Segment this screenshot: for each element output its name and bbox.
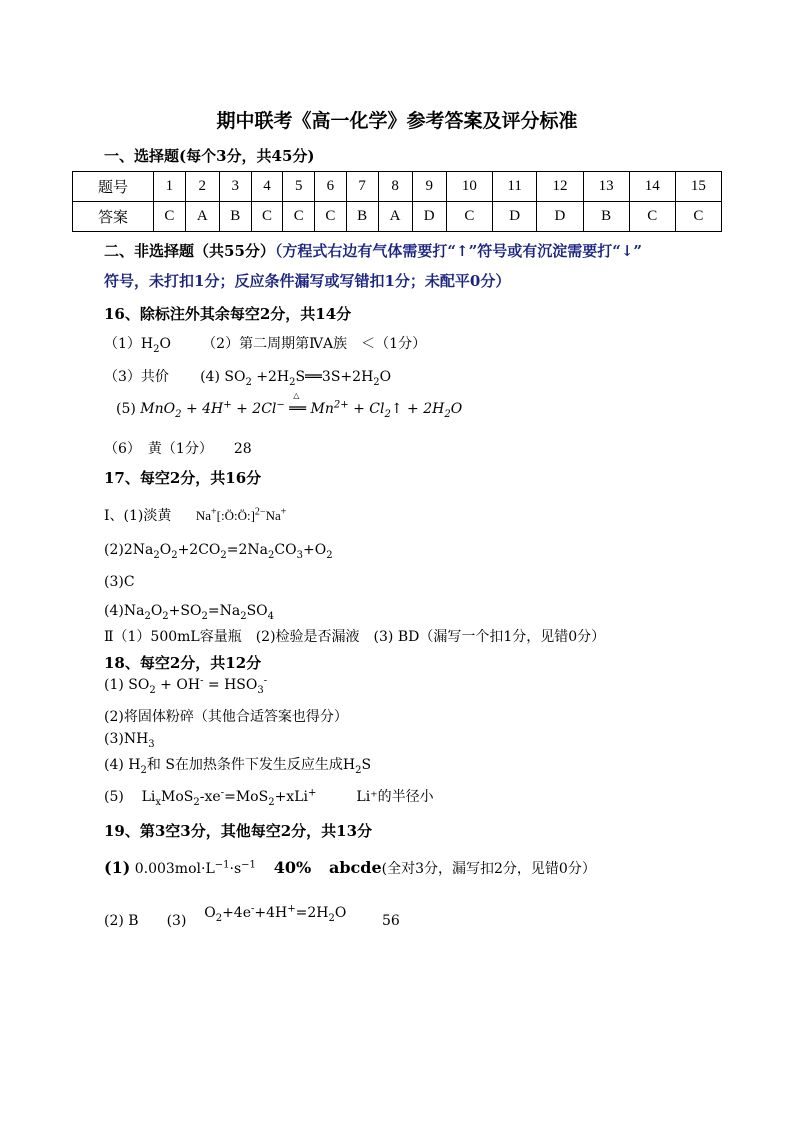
- table-row: [73, 172, 722, 202]
- q16-line4: （6） 黄（1分） 28: [104, 441, 252, 457]
- table-cell: B: [346, 202, 378, 232]
- table-cell: 10: [446, 172, 492, 202]
- table-cell: 4: [251, 172, 283, 202]
- section1-heading: 一、选择题(每个3分，共45分): [104, 147, 315, 165]
- q19-answer-options: abcde: [328, 858, 382, 877]
- section2-title: 二、非选择题（共55分）: [104, 242, 275, 260]
- q17-heading: 17、每空2分，共16分: [104, 469, 262, 487]
- table-cell: 9: [412, 172, 446, 202]
- answer-table: [72, 171, 722, 232]
- section2-note-line2: 符号，未打扣1分；反应条件漏写或写错扣1分；未配平0分）: [104, 272, 511, 290]
- table-cell: D: [492, 202, 537, 232]
- q17-line3: (3)C: [104, 574, 135, 590]
- q16-answer-3: （3）共价: [104, 369, 169, 385]
- section2-note-line1: （方程式右边有气体需要打“↑”符号或有沉淀需要打“↓”: [274, 242, 643, 260]
- q16-label-1: （1）: [104, 336, 141, 352]
- table-cell: A: [185, 202, 219, 232]
- table-row: [73, 202, 722, 232]
- table-cell: B: [219, 202, 251, 232]
- q18-line1: (1) $SO_2 + OH^- = HSO_3^-$: [104, 675, 268, 696]
- table-cell: 1: [154, 172, 186, 202]
- lewis-structure: Na+[:Ö:Ö:]$^{2-}$Na+: [195, 506, 287, 523]
- table-cell: 14: [629, 172, 675, 202]
- q16-line2: [104, 366, 391, 386]
- table-cell: 2: [185, 172, 219, 202]
- q18-heading: 18、每空2分，共12分: [104, 654, 262, 672]
- q16-line3: [116, 391, 463, 420]
- table-header-cell: 题号: [73, 172, 154, 202]
- q16-label-5: (5): [116, 401, 136, 417]
- table-cell: 11: [492, 172, 537, 202]
- table-cell: C: [283, 202, 315, 232]
- table-cell: 5: [283, 172, 315, 202]
- table-cell: C: [251, 202, 283, 232]
- q17-line2: $(2)2Na_2O_2+2CO_2=2Na_2CO_3+O_2$: [104, 542, 333, 561]
- q19-answer-2: (2) B (3): [104, 913, 187, 929]
- q16-heading: 16、除标注外其余每空2分，共14分: [104, 305, 352, 323]
- q19-line2: [104, 903, 400, 930]
- q18-line2: (2)将固体粉碎（其他合适答案也得分）: [104, 709, 348, 725]
- table-cell: C: [675, 202, 721, 232]
- q16-line1: $(1)H_2O$ （2）第二周期第ⅣA族 ＜（1分）: [104, 336, 427, 355]
- q16-answer-4-label: (4) SO: [200, 369, 246, 385]
- table-header-cell: 答案: [73, 202, 154, 232]
- q17-answer-1: Ⅰ、(1)淡黄: [104, 508, 172, 524]
- table-cell: 13: [583, 172, 629, 202]
- q18-line4: (4) $H_2$和 S在加热条件下发生反应生成$H_2S$: [104, 757, 372, 776]
- q17-line1: [104, 505, 286, 525]
- table-cell: 12: [537, 172, 583, 202]
- table-cell: D: [412, 202, 446, 232]
- heat-arrow: △ ══: [289, 391, 307, 417]
- q17-line4: $(4)Na_2O_2+SO_2=Na_2SO_4$: [104, 603, 275, 622]
- q19-equation-3: $O_2+4e^-+4H^+=2H_2O$: [204, 903, 347, 924]
- table-cell: 3: [219, 172, 251, 202]
- table-cell: 15: [675, 172, 721, 202]
- table-cell: C: [446, 202, 492, 232]
- q18-answer-5b: Li⁺的半径小: [356, 789, 434, 805]
- q19-heading: 19、第3空3分，其他每空2分，共13分: [104, 822, 373, 840]
- q18-line5: (5) $Li_xMoS_2-xe^-=MoS_2+xLi^+$ Li⁺的半径小: [104, 787, 434, 808]
- table-cell: C: [154, 202, 186, 232]
- table-cell: A: [378, 202, 412, 232]
- q16-answer-4: (4) $SO_2$ $+2H_2S══3S+2H_2O$: [200, 369, 392, 388]
- q19-note: (全对3分，漏写扣2分，见错0分）: [381, 861, 596, 877]
- q19-answer-56: 56: [381, 913, 400, 929]
- section2-heading: [104, 240, 642, 261]
- q17-line5: Ⅱ（1）500mL容量瓶 (2)检验是否漏液 (3) BD（漏写一个扣1分，见错0分）: [104, 629, 606, 645]
- q19-label-1: (1): [104, 858, 131, 877]
- table-cell: B: [583, 202, 629, 232]
- q19-line1: (1) $0.003mol\cdot L^{-1}\cdot s^{-1}$ 40% abcde(全对3分，漏写扣2分，见错0分）: [104, 858, 596, 877]
- q19-answer-percent: 40%: [273, 858, 312, 877]
- table-cell: C: [315, 202, 347, 232]
- q16-equation-5: MnO$_2$ + 4H+ + 2Cl− △ ══ $Mn^{2+}$ + $Cl_2↑ + 2H_2O$: [140, 391, 463, 420]
- table-cell: 6: [315, 172, 347, 202]
- table-cell: 8: [378, 172, 412, 202]
- q16-answer-2: （2）第二周期第ⅣA族 ＜（1分）: [202, 336, 427, 352]
- page-title: 期中联考《高一化学》参考答案及评分标准: [216, 110, 578, 132]
- table-cell: C: [629, 202, 675, 232]
- q18-line3: $(3)NH_3$: [104, 731, 155, 750]
- table-cell: 7: [346, 172, 378, 202]
- table-cell: D: [537, 202, 583, 232]
